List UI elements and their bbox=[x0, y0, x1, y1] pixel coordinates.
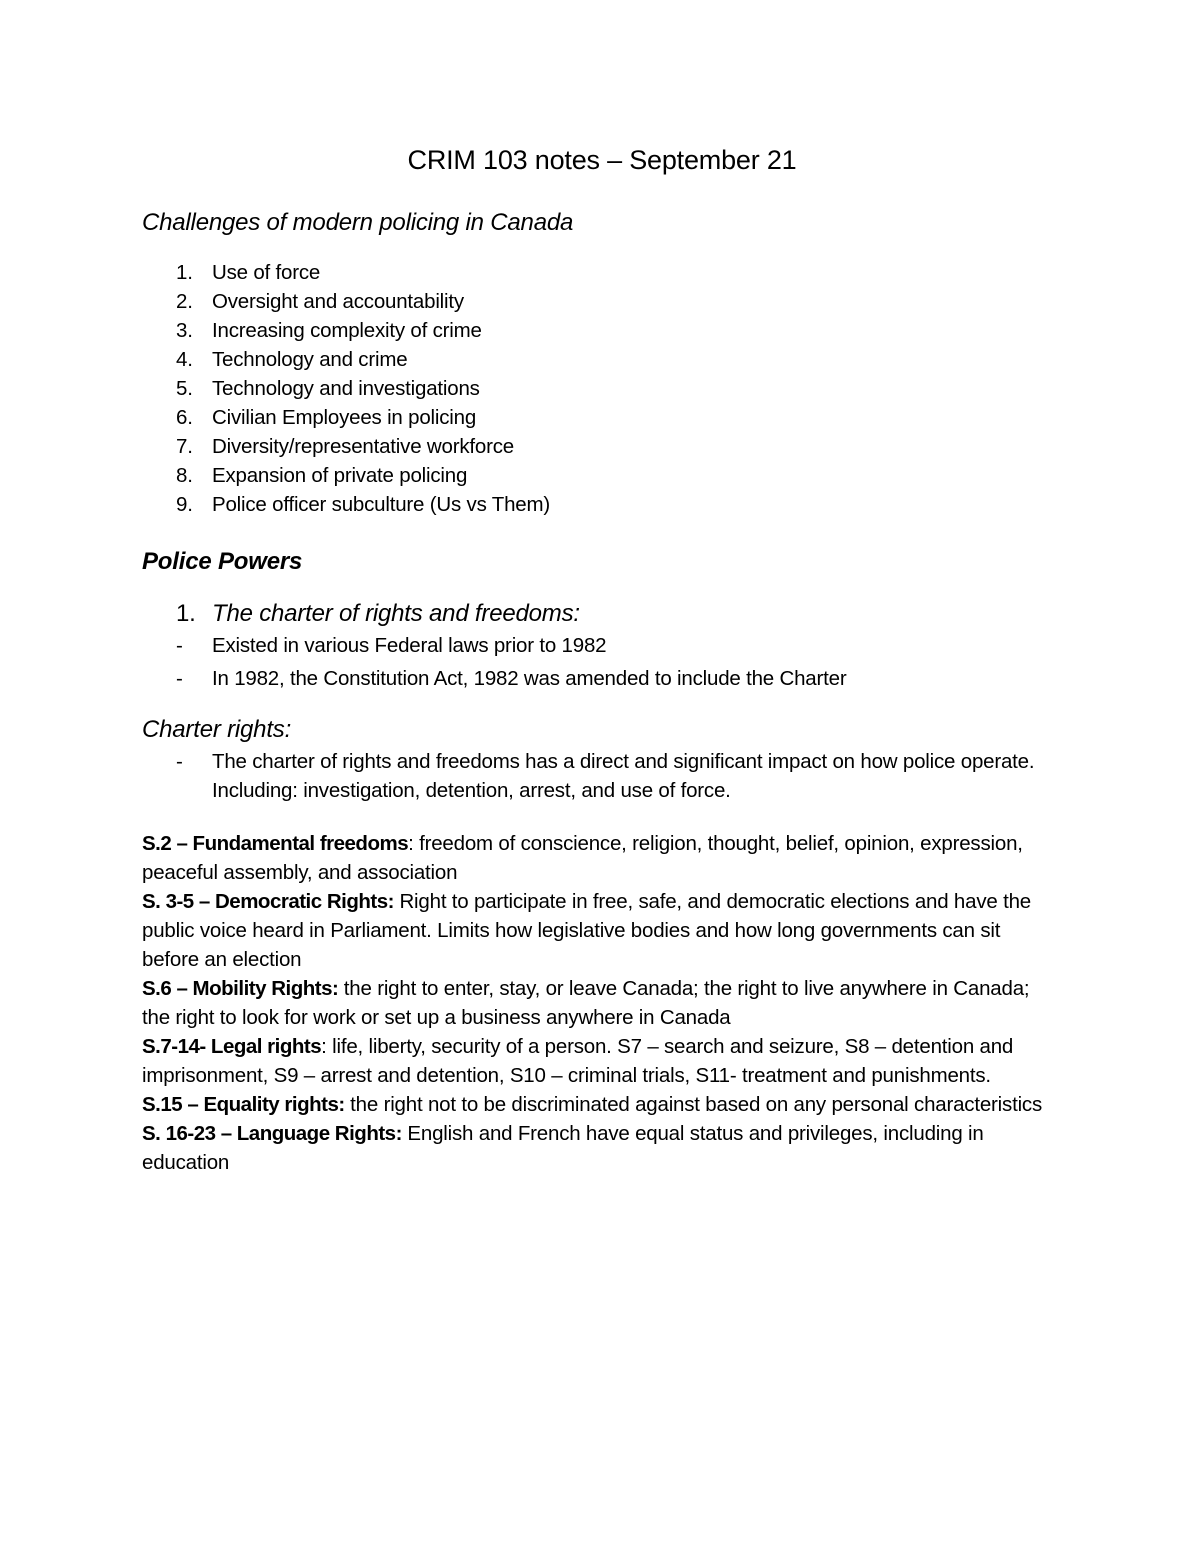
list-item bbox=[142, 403, 1062, 432]
section-text: Right to participate in free, safe, and democratic elections and have the public voice heard in Parliament. Limits how legislative bodies and how long governments can sit before an election bbox=[142, 890, 1031, 971]
list-item-text: Technology and crime bbox=[212, 348, 408, 371]
section-text: the right to enter, stay, or leave Canada; the right to live anywhere in Canada; the right to look for work or set up a business anywhere in Canada bbox=[142, 977, 1030, 1029]
list-item bbox=[142, 316, 1062, 345]
list-item-text: Expansion of private policing bbox=[212, 464, 468, 487]
section-text: the right not to be discriminated against based on any personal characteristics bbox=[350, 1093, 1043, 1116]
section-label: S. 3-5 – Democratic Rights: bbox=[142, 890, 394, 913]
list-number: 8. bbox=[176, 464, 193, 487]
section-label: S.6 – Mobility Rights: bbox=[142, 977, 339, 1000]
section-text: freedom of conscience, religion, thought, belief, opinion, expression, peaceful assembly, and association bbox=[142, 832, 1023, 884]
list-number: 5. bbox=[176, 377, 193, 400]
charter-rights-bullets bbox=[142, 747, 1062, 805]
charter-rights-heading: Charter rights: bbox=[142, 716, 292, 743]
list-number: 6. bbox=[176, 406, 193, 429]
list-item bbox=[142, 747, 1062, 805]
police-powers-bullets bbox=[142, 631, 1062, 693]
list-item bbox=[142, 258, 1062, 287]
list-item bbox=[142, 287, 1062, 316]
list-item-text: Use of force bbox=[212, 261, 321, 284]
charter-section-paragraph bbox=[142, 1032, 1062, 1090]
list-item bbox=[142, 490, 1062, 519]
list-item bbox=[142, 374, 1062, 403]
challenges-list bbox=[142, 258, 1062, 519]
list-item bbox=[142, 461, 1062, 490]
list-item-text: Police officer subculture (Us vs Them) bbox=[212, 493, 550, 516]
list-item bbox=[142, 664, 1062, 693]
section-separator: : bbox=[321, 1035, 333, 1058]
charter-section-paragraph bbox=[142, 887, 1062, 974]
section-text: life, liberty, security of a person. S7 – search and seizure, S8 – detention and imprisonment, S9 – arrest and detention, S10 – criminal trials, S11- treatment and punishments. bbox=[142, 1035, 1014, 1087]
dash-bullet: - bbox=[176, 667, 183, 690]
list-item-text: Diversity/representative workforce bbox=[212, 435, 514, 458]
section-text: English and French have equal status and privileges, including in education bbox=[142, 1122, 984, 1174]
charter-section-paragraph bbox=[142, 974, 1062, 1032]
list-item-text: Oversight and accountability bbox=[212, 290, 464, 313]
list-item-text: The charter of rights and freedoms has a direct and significant impact on how police operate. Including: investigation, detention, arrest, and use of force. bbox=[212, 750, 1035, 802]
dash-bullet: - bbox=[176, 750, 183, 773]
document-content bbox=[142, 140, 1062, 1177]
section-label: S. 16-23 – Language Rights: bbox=[142, 1122, 402, 1145]
list-item-text: Technology and investigations bbox=[212, 377, 480, 400]
charter-section-paragraph bbox=[142, 829, 1062, 887]
list-number: 7. bbox=[176, 435, 193, 458]
list-number: 1. bbox=[176, 600, 196, 627]
list-number: 3. bbox=[176, 319, 193, 342]
list-item-text: Existed in various Federal laws prior to 1982 bbox=[212, 634, 607, 657]
list-number: 9. bbox=[176, 493, 193, 516]
list-number: 4. bbox=[176, 348, 193, 371]
charter-section-paragraph bbox=[142, 1090, 1062, 1119]
police-powers-item bbox=[142, 597, 1062, 631]
charter-section-paragraph bbox=[142, 1119, 1062, 1177]
list-number: 1. bbox=[176, 261, 193, 284]
section-label: S.15 – Equality rights: bbox=[142, 1093, 345, 1116]
dash-bullet: - bbox=[176, 634, 183, 657]
list-item bbox=[142, 432, 1062, 461]
charter-sections bbox=[142, 829, 1062, 1177]
section-label: S.7-14- Legal rights bbox=[142, 1035, 322, 1058]
list-item bbox=[142, 631, 1062, 660]
police-powers-item-text: The charter of rights and freedoms: bbox=[212, 600, 580, 627]
section-label: S.2 – Fundamental freedoms bbox=[142, 832, 409, 855]
list-item-text: Civilian Employees in policing bbox=[212, 406, 477, 429]
page-title: CRIM 103 notes – September 21 bbox=[407, 145, 797, 175]
challenges-heading: Challenges of modern policing in Canada bbox=[142, 209, 574, 236]
list-item bbox=[142, 345, 1062, 374]
list-item-text: In 1982, the Constitution Act, 1982 was amended to include the Charter bbox=[212, 667, 847, 690]
list-number: 2. bbox=[176, 290, 193, 313]
section-separator: : bbox=[408, 832, 420, 855]
list-item-text: Increasing complexity of crime bbox=[212, 319, 482, 342]
police-powers-heading: Police Powers bbox=[142, 548, 303, 575]
